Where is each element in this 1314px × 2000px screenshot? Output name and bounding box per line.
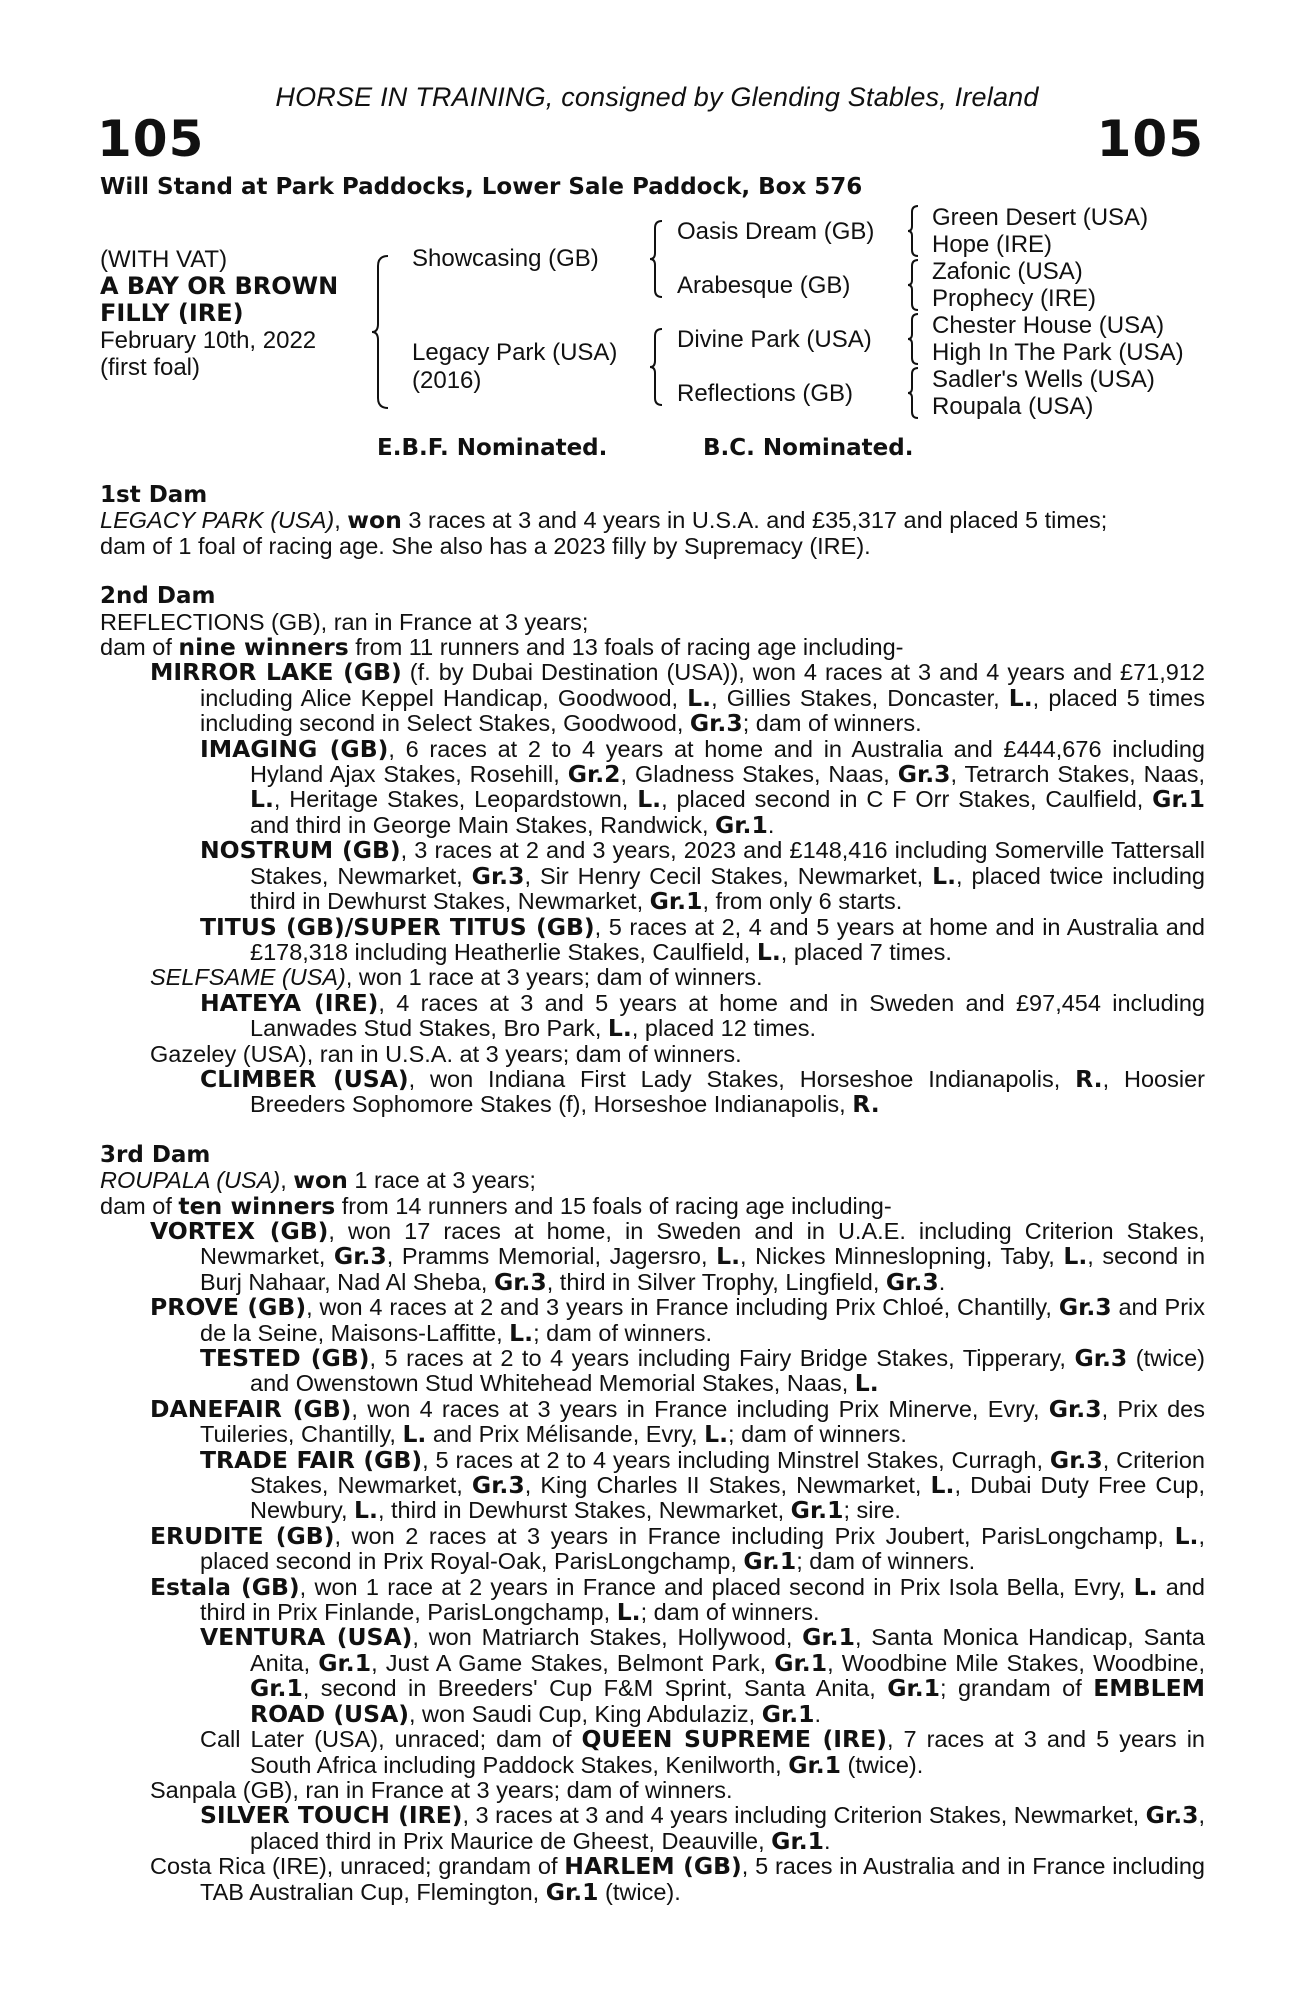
produce-entry: Costa Rica (IRE), unraced; grandam of HARLEM (GB), 5 races in Australia and in France including TAB Australian Cup, Flemington, Gr.1 (twice). bbox=[150, 1852, 1205, 1906]
pedigree-dam-line2: (2016) bbox=[412, 367, 482, 394]
pedigree-brace-gen2-top bbox=[650, 219, 664, 299]
produce-entry: VENTURA (USA), won Matriarch Stakes, Hollywood, Gr.1, Santa Monica Handicap, Santa Anita, Gr.1, Just A Game Stakes, Belmont Park, Gr.1, Woodbine Mile Stakes, Woodbine, Gr.1, second in Breeders' Cup F&M Sprint, Santa Anita, Gr.1; grandam of EMBLEM ROAD (USA), won Saudi Cup, King Abdulaziz, Gr.1. bbox=[200, 1623, 1206, 1728]
produce-entry: ERUDITE (GB), won 2 races at 3 years in France including Prix Joubert, ParisLongchamp, L., placed second in Prix Royal-Oak, ParisLongchamp, Gr.1; dam of winners. bbox=[150, 1521, 1205, 1576]
ebf-nominated: E.B.F. Nominated. bbox=[377, 435, 608, 461]
third-dam-line2: dam of ten winners from 14 runners and 15 foals of racing age including- bbox=[100, 1191, 892, 1220]
pedigree-dam-dam: Reflections (GB) bbox=[677, 380, 854, 407]
lot-number-left: 105 bbox=[97, 110, 205, 168]
produce-entry: TITUS (GB)/SUPER TITUS (GB), 5 races at 2, 4 and 5 years at home and in Australia and £178,318 including Heatherlie Stakes, Caulfield, L., placed 7 times. bbox=[200, 912, 1205, 966]
pedigree-sire: Showcasing (GB) bbox=[412, 245, 599, 272]
subject-name-line2: FILLY (IRE) bbox=[100, 299, 244, 327]
foal-note: (first foal) bbox=[100, 354, 201, 381]
pedigree-dsd: High In The Park (USA) bbox=[932, 339, 1184, 366]
bc-nominated: B.C. Nominated. bbox=[703, 435, 914, 461]
pedigree-sds: Zafonic (USA) bbox=[932, 258, 1083, 285]
produce-entry: SILVER TOUCH (IRE), 3 races at 3 and 4 years including Criterion Stakes, Newmarket, Gr.3, placed third in Prix Maurice de Gheest, Deauville, Gr.1. bbox=[200, 1801, 1206, 1855]
pedigree-sss: Green Desert (USA) bbox=[932, 204, 1149, 231]
second-dam-line1: REFLECTIONS (GB), ran in France at 3 years; bbox=[100, 608, 589, 635]
produce-entry: MIRROR LAKE (GB) (f. by Dubai Destination (USA)), won 4 races at 3 and 4 years and £71,912 including Alice Keppel Handicap, Goodwood, L., Gillies Stakes, Doncaster, L., placed 5 times including second in Select Stakes, Goodwood, Gr.3; dam of winners. bbox=[150, 658, 1206, 738]
produce-entry: Sanpala (GB), ran in France at 3 years; dam of winners. bbox=[150, 1776, 733, 1803]
pedigree-brace-gen1 bbox=[372, 254, 390, 410]
pedigree-brace-gen3-3 bbox=[908, 312, 920, 366]
produce-entry: TESTED (GB), 5 races at 2 to 4 years including Fairy Bridge Stakes, Tipperary, Gr.3 (twice) and Owenstown Stud Whitehead Memorial Stakes, Naas, L. bbox=[200, 1344, 1205, 1398]
subject-name-line1: A BAY OR BROWN bbox=[100, 272, 339, 300]
first-dam-won: won bbox=[347, 506, 402, 535]
produce-entry: SELFSAME (USA), won 1 race at 3 years; dam of winners. bbox=[150, 964, 763, 991]
produce-entry: VORTEX (GB), won 17 races at home, in Sweden and in U.A.E. including Criterion Stakes, Newmarket, Gr.3, Pramms Memorial, Jagersro, L., Nickes Minneslopning, Taby, L., second in Burj Nahaar, Nad Al Sheba, Gr.3, third in Silver Trophy, Lingfield, Gr.3. bbox=[150, 1216, 1206, 1296]
pedigree-dds: Sadler's Wells (USA) bbox=[932, 366, 1155, 393]
first-dam-name: LEGACY PARK (USA) bbox=[100, 507, 335, 534]
produce-entry: DANEFAIR (GB), won 4 races at 3 years in France including Prix Minerve, Evry, Gr.3, Prix des Tuileries, Chantilly, L. and Prix Mélisande, Evry, L.; dam of winners. bbox=[150, 1394, 1205, 1449]
pedigree-dam-line1: Legacy Park (USA) bbox=[412, 339, 618, 366]
second-dam-line2: dam of nine winners from 11 runners and 13 foals of racing age including- bbox=[100, 633, 904, 662]
pedigree-ssd: Hope (IRE) bbox=[932, 231, 1053, 258]
pedigree-sire-sire: Oasis Dream (GB) bbox=[677, 218, 875, 245]
pedigree-brace-gen3-2 bbox=[908, 258, 920, 312]
produce-entry: CLIMBER (USA), won Indiana First Lady Stakes, Horseshoe Indianapolis, R., Hoosier Breeders Sophomore Stakes (f), Horseshoe Indianapolis, R. bbox=[200, 1064, 1205, 1119]
first-dam-record: 3 races at 3 and 4 years in U.S.A. and £35,317 and placed 5 times; bbox=[401, 507, 1108, 534]
produce-entry: Estala (GB), won 1 race at 2 years in France and placed second in Prix Isola Bella, Evry, L. and third in Prix Finlande, ParisLongchamp, L.; dam of winners. bbox=[150, 1572, 1206, 1627]
produce-entry: Call Later (USA), unraced; dam of QUEEN SUPREME (IRE), 7 races at 3 and 5 years in South Africa including Paddock Stakes, Kenilworth, Gr.1 (twice). bbox=[200, 1725, 1205, 1779]
pedigree-brace-gen3-4 bbox=[908, 366, 920, 420]
pedigree-ddd: Roupala (USA) bbox=[932, 393, 1094, 420]
produce-entry: HATEYA (IRE), 4 races at 3 and 5 years at home and in Sweden and £97,454 including Lanwades Stud Stakes, Bro Park, L., placed 12 times. bbox=[200, 988, 1205, 1043]
pedigree-sdd: Prophecy (IRE) bbox=[932, 285, 1097, 312]
first-dam-text: LEGACY PARK (USA), won 3 races at 3 and 4 years in U.S.A. and £35,317 and placed 5 times; bbox=[100, 506, 1108, 535]
pedigree-notes bbox=[100, 483, 1205, 1905]
produce-entry: Gazeley (USA), ran in U.S.A. at 3 years; dam of winners. bbox=[150, 1040, 742, 1067]
lot-number-right: 105 bbox=[1096, 110, 1204, 168]
produce-entry: TRADE FAIR (GB), 5 races at 2 to 4 years including Minstrel Stakes, Curragh, Gr.3, Criterion Stakes, Newmarket, Gr.3, King Charles II Stakes, Newmarket, L., Dubai Duty Free Cup, Newbury, L., third in Dewhurst Stakes, Newmarket, Gr.1; sire. bbox=[200, 1445, 1205, 1525]
produce-entry: IMAGING (GB), 6 races at 2 to 4 years at home and in Australia and £444,676 including Hyland Ajax Stakes, Rosehill, Gr.2, Gladness Stakes, Naas, Gr.3, Tetrarch Stakes, Naas, L., Heritage Stakes, Leopardstown, L., placed second in C F Orr Stakes, Caulfield, Gr.1 and third in George Main Stakes, Randwick, Gr.1. bbox=[200, 734, 1206, 839]
produce-entry: PROVE (GB), won 4 races at 2 and 3 years in France including Prix Chloé, Chantilly, Gr.3 and Prix de la Seine, Maisons-Laffitte, L.; dam of winners. bbox=[150, 1293, 1205, 1347]
subject-details bbox=[100, 246, 338, 381]
stable-location: Will Stand at Park Paddocks, Lower Sale Paddock, Box 576 bbox=[100, 174, 863, 200]
third-dam-line1: ROUPALA (USA), won 1 race at 3 years; bbox=[100, 1166, 536, 1195]
date-of-birth: February 10th, 2022 bbox=[100, 327, 317, 354]
second-dam-heading: 2nd Dam bbox=[100, 583, 216, 610]
produce-entry: NOSTRUM (GB), 3 races at 2 and 3 years, 2023 and £148,416 including Somerville Tattersall Stakes, Newmarket, Gr.3, Sir Henry Cecil Stakes, Newmarket, L., placed twice including third in Dewhurst Stakes, Newmarket, Gr.1, from only 6 starts. bbox=[200, 836, 1206, 916]
first-dam-heading: 1st Dam bbox=[100, 482, 208, 508]
first-dam-produce: dam of 1 foal of racing age. She also has a 2023 filly by Supremacy (IRE). bbox=[100, 532, 871, 559]
pedigree-brace-gen2-bottom bbox=[650, 327, 664, 407]
vat-note: (WITH VAT) bbox=[100, 246, 228, 273]
pedigree-dam-sire: Divine Park (USA) bbox=[677, 326, 872, 353]
pedigree-brace-gen3-1 bbox=[908, 204, 920, 258]
pedigree-dss: Chester House (USA) bbox=[932, 312, 1165, 339]
pedigree-sire-dam: Arabesque (GB) bbox=[677, 272, 851, 299]
third-dam-heading: 3rd Dam bbox=[100, 1141, 211, 1168]
page-header-title: HORSE IN TRAINING, consigned by Glending Stables, Ireland bbox=[275, 82, 1039, 112]
